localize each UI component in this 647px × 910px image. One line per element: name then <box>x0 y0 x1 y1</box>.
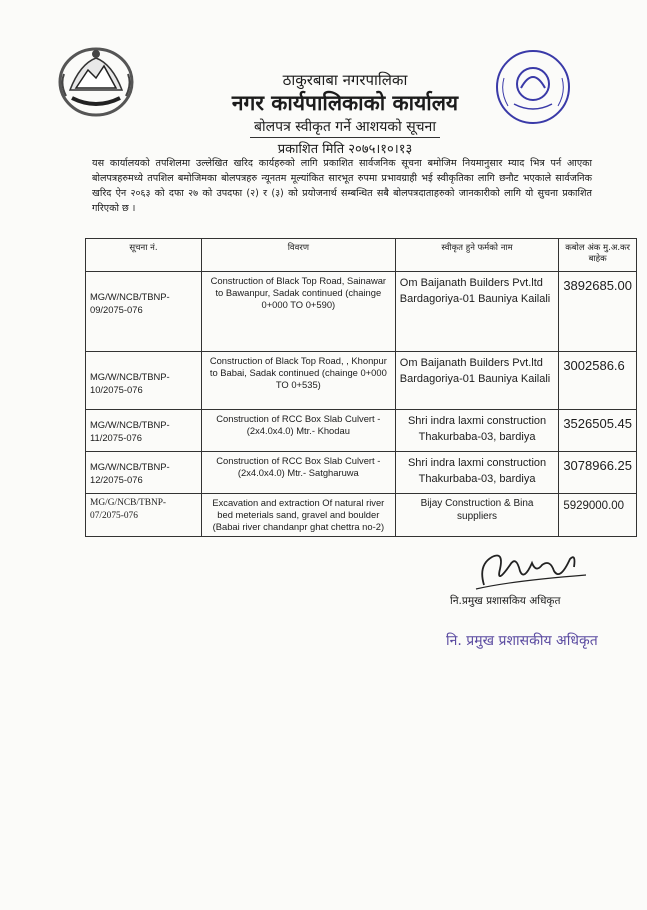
firm-name: Bijay Construction & Bina suppliers <box>395 494 559 537</box>
table-row <box>86 410 637 452</box>
firm-name: Shri indra laxmi construction Thakurbaba-03, bardiya <box>395 410 559 452</box>
officer-stamp: नि. प्रमुख प्रशासकीय अधिकृत <box>446 633 598 649</box>
work-description: Excavation and extraction Of natural river bed meterials sand, gravel and boulder (Babai river chandanpr ghat chettra no-2) <box>201 494 395 537</box>
notice-body: यस कार्यालयको तपशिलमा उल्लेखित खरिद कार्यहरुको लागि प्रकाशित सार्वजनिक सूचना बमोजिम नियमानुसार म्याद भित्र पर्न आएका बोलपत्रहरुमध्ये तपशिल बमोजिमका बोलपत्रहरु न्यूनतम मूल्यांकित सारभूत रुपमा प्रभावग्राही भई स्वीकृतिका लागि छनौट भएकाले सार्वजनिक खरिद ऐन २०६३ को दफा २७ को उपदफा (२) र (३) को प्रयोजनार्थ सम्बन्धित सबै बोलपत्रदाताहरुको जानकारीको लागि यो सुचना प्रकाशित गरिएको छ । <box>92 158 592 214</box>
col-notice-no: सूचना नं. <box>86 239 202 272</box>
bid-amount: 5929000.00 <box>559 494 637 537</box>
notice-no: MG/W/NCB/TBNP-11/2075-076 <box>86 410 202 452</box>
firm-name: Shri indra laxmi construction Thakurbaba-03, bardiya <box>395 452 559 494</box>
office-name: नगर कार्यपालिकाको कार्यालय <box>231 91 459 115</box>
notice-no: MG/G/NCB/TBNP-07/2075-076 <box>86 494 202 537</box>
bid-amount: 3078966.25 <box>559 452 637 494</box>
table-header-row <box>86 239 637 272</box>
letterhead <box>180 70 510 160</box>
firm-name: Om Baijanath Builders Pvt.ltd Bardagoriya-01 Bauniya Kailali <box>395 352 559 410</box>
table-row <box>86 352 637 410</box>
signatory-title: नि.प्रमुख प्रशासकिय अधिकृत <box>450 595 561 607</box>
signature-icon <box>470 545 590 595</box>
published-date: प्रकाशित मिति २०७५।१०।१३ <box>277 142 413 157</box>
col-description: विवरण <box>201 239 395 272</box>
firm-name: Om Baijanath Builders Pvt.ltd Bardagoriya-01 Bauniya Kailali <box>395 272 559 352</box>
municipality-name: ठाकुरबाबा नगरपालिका <box>282 71 408 89</box>
col-bid-amount: कबोल अंक मु.अ.कर बाहेक <box>559 239 637 272</box>
table-row <box>86 272 637 352</box>
notice-no: MG/W/NCB/TBNP-12/2075-076 <box>86 452 202 494</box>
work-description: Construction of RCC Box Slab Culvert - (2x4.0x4.0) Mtr.- Khodau <box>201 410 395 452</box>
table-row <box>86 452 637 494</box>
bid-amount: 3892685.00 <box>559 272 637 352</box>
bid-table <box>85 238 637 537</box>
notice-title: बोलपत्र स्वीकृत गर्ने आशयको सूचना <box>250 118 440 138</box>
col-firm-name: स्वीकृत हुने फर्मको नाम <box>395 239 559 272</box>
notice-no: MG/W/NCB/TBNP-09/2075-076 <box>86 272 202 352</box>
work-description: Construction of Black Top Road, Sainawar to Bawanpur, Sadak continued (chainge 0+000 TO 0+590) <box>201 272 395 352</box>
nepal-emblem-icon <box>56 44 136 120</box>
bid-amount: 3526505.45 <box>559 410 637 452</box>
work-description: Construction of Black Top Road, , Khonpur to Babai, Sadak continued (chainge 0+000 TO 0+535) <box>201 352 395 410</box>
table-row <box>86 494 637 537</box>
notice-no: MG/W/NCB/TBNP-10/2075-076 <box>86 352 202 410</box>
work-description: Construction of RCC Box Slab Culvert - (2x4.0x4.0) Mtr.- Satgharuwa <box>201 452 395 494</box>
municipal-seal-icon <box>494 48 572 126</box>
bid-amount: 3002586.6 <box>559 352 637 410</box>
